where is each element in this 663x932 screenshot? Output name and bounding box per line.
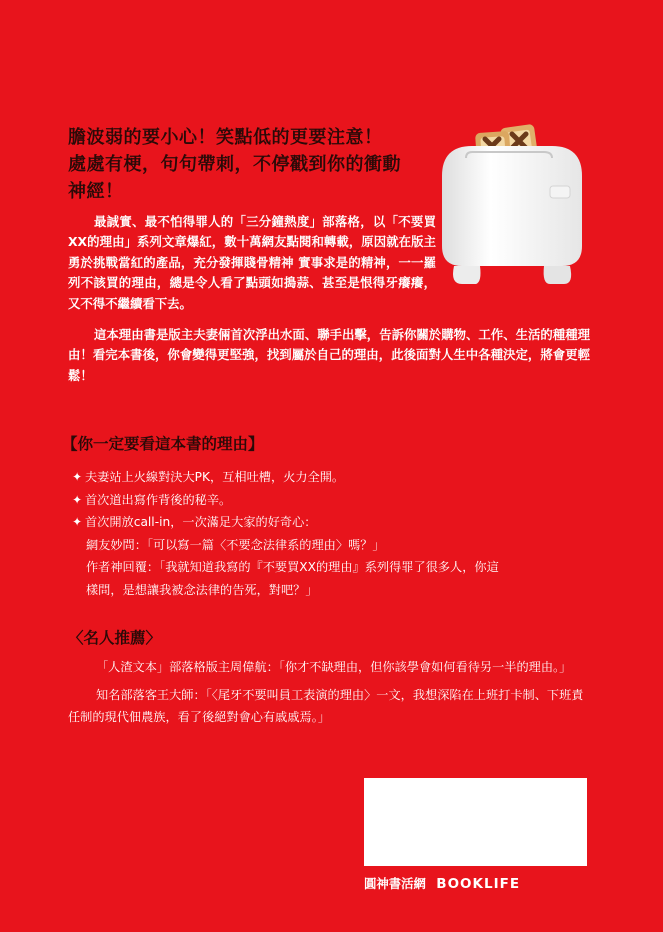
reason-text: 首次開放call-in，一次滿足大家的好奇心：	[85, 515, 317, 529]
reason-subitem-netizen: 網友妙問：「可以寫一篇〈不要念法律系的理由〉嗎？」	[86, 537, 385, 552]
headline-line-3: 神經！	[68, 181, 124, 202]
toaster-icon	[432, 116, 592, 288]
reasons-title: 【你一定要看這本書的理由】	[62, 435, 264, 453]
intro-text	[68, 212, 436, 314]
recommendations-title: 〈名人推薦〉	[68, 629, 162, 647]
recommendation-1: 「人渣文本」部落格版主周偉航：「你才不缺理由，但你該學會如何看待另一半的理由。」	[96, 660, 572, 674]
reason-text: 首次道出寫作背後的秘辛。	[85, 492, 232, 507]
publisher-brand: BOOKLIFE	[436, 876, 521, 892]
reason-subitem-author-cont: 樣問，是想讓我被念法律的告死，對吧？」	[86, 582, 318, 597]
reasons-list	[72, 466, 592, 601]
recommendation-2: 知名部落客王大師：「〈尾牙不要叫員工表演的理由〉一文，我想深陷在上班打卡制、下班責任制的現代佃農族，看了後絕對會心有戚戚焉。」	[68, 687, 584, 724]
publisher-name: 圓神書活網	[364, 876, 426, 891]
list-item	[72, 511, 592, 534]
star-bullet-icon: ✦	[72, 492, 83, 507]
headline-line-2: 處處有梗，句句帶刺，不停戳到你的衝動	[68, 154, 401, 175]
intro-paragraph-1: 最誠實、最不怕得罪人的「三分鐘熱度」部落格，以「不要買XX的理由」系列文章爆紅，數十萬網友點閱和轉載，原因就在版主勇於挑戰當紅的產品，充分發揮賤骨精神 實事求是的精神，一一羅列不該買的理由，總是令人看了點頭如搗蒜、甚至是恨得牙癢癢，又不得不繼續看下去。	[68, 214, 436, 311]
star-bullet-icon: ✦	[72, 515, 83, 529]
list-item	[72, 489, 592, 512]
intro-text-2	[68, 325, 590, 386]
recommendations-list	[68, 656, 590, 734]
reason-subitem-author: 作者神回覆：「我就知道我寫的『不要買XX的理由』系列得罪了很多人，你這	[86, 560, 499, 574]
publisher-logo	[364, 874, 520, 892]
star-bullet-icon: ✦	[72, 470, 83, 484]
headline	[68, 124, 438, 205]
list-item	[72, 466, 592, 489]
headline-line-1: 膽波弱的要小心！笑點低的更要注意！	[68, 127, 383, 148]
barcode-area	[364, 778, 587, 866]
intro-paragraph-2: 這本理由書是版主夫妻倆首次浮出水面、聯手出擊，告訴你關於購物、工作、生活的種種理由！看完本書後，你會變得更堅強，找到屬於自己的理由，此後面對人生中各種決定，將會更輕鬆！	[68, 327, 590, 383]
reason-text: 夫妻站上火線對決大PK，互相吐槽，火力全開。	[85, 470, 345, 484]
